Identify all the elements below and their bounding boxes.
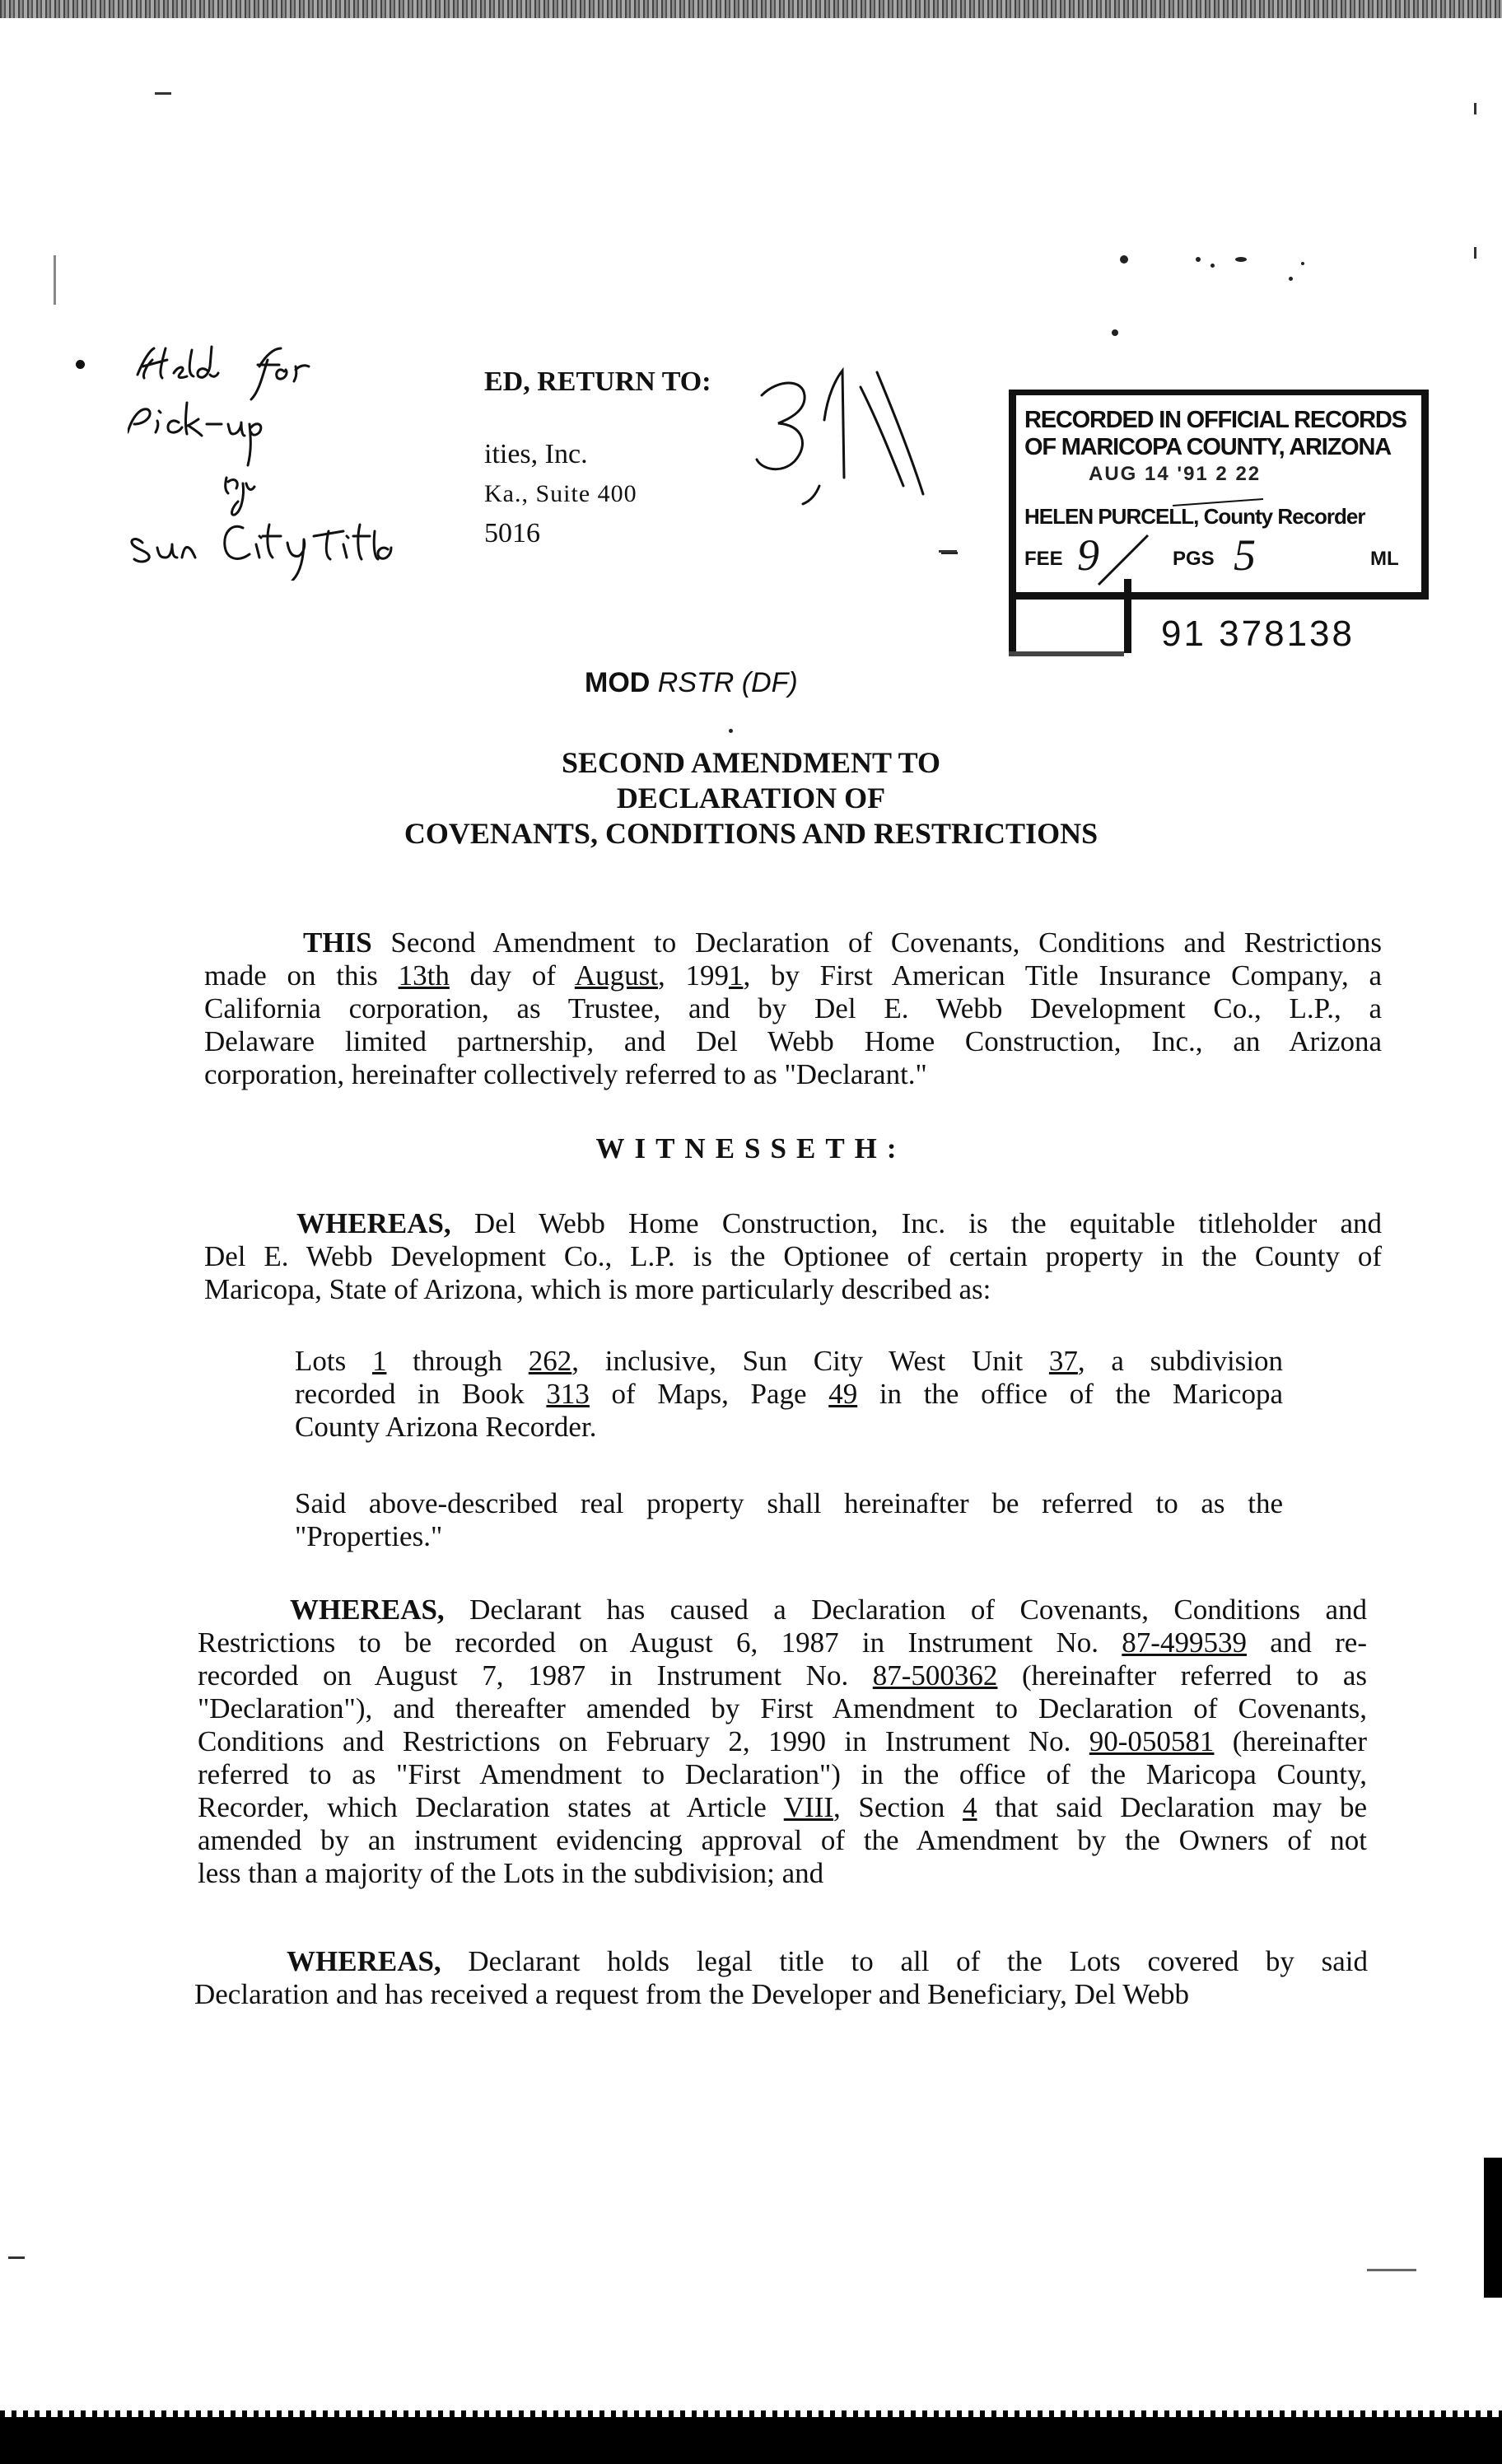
properties-line-1: Said above-described real property shall hereinafter be referred to as the (295, 1487, 1283, 1519)
whereas-lead: WHEREAS, (287, 1945, 441, 1977)
preamble-line-3: California corporation, as Trustee, and by Del E. Webb Development Co., L.P., a (204, 992, 1382, 1024)
whereas-2-text: and re- (1270, 1626, 1367, 1659)
scan-mark (939, 550, 957, 553)
lot-start: 1 (371, 1345, 387, 1377)
return-to-block (484, 362, 711, 553)
handwritten-note (128, 342, 490, 581)
lots-text: , inclusive, Sun City West Unit (571, 1345, 1024, 1377)
scan-mark (1474, 247, 1476, 259)
preamble-line-4: Delaware limited partnership, and Del Webb Home Construction, Inc., an Arizona (204, 1025, 1382, 1057)
whereas-2-line-1: Declarant has caused a Declaration of Covenants, Conditions and (469, 1594, 1367, 1626)
whereas-2-text: Restrictions to be recorded on August 6, 1987 in Instrument No. (198, 1626, 1099, 1659)
document-title (0, 745, 1502, 852)
preamble-text: day of (469, 959, 557, 992)
paragraph-whereas-1 (204, 1207, 1382, 1306)
preamble-day: 13th (398, 959, 450, 992)
lots-text: recorded in Book (295, 1378, 525, 1410)
instrument-2: 87-500362 (872, 1659, 998, 1692)
paragraph-lots (295, 1345, 1283, 1444)
whereas-2-line-8: amended by an instrument evidencing approval of the Amendment by the Owners of not (198, 1824, 1367, 1856)
scan-speck (1112, 329, 1118, 336)
preamble-lead: THIS (303, 926, 372, 959)
return-to-line-3: 5016 (484, 518, 540, 548)
preamble-text: , by First American Title Insurance Company, a (743, 959, 1382, 992)
instrument-number: 91 378138 (1161, 614, 1355, 654)
lots-text: in the office of the Maricopa (879, 1378, 1283, 1410)
paragraph-properties (295, 1487, 1283, 1553)
lots-line-3: County Arizona Recorder. (295, 1411, 597, 1443)
scan-noise-bottom (0, 2417, 1502, 2464)
whereas-1-line-1: Del Webb Home Construction, Inc. is the equitable titleholder and (473, 1207, 1382, 1239)
scan-mark (8, 2256, 25, 2259)
stamp-pgs-value: 5 (1234, 530, 1256, 580)
scan-mark (155, 92, 171, 95)
preamble-year-suffix: 1 (728, 959, 744, 992)
scan-speck (1210, 264, 1215, 268)
stamp-handwriting (1016, 395, 1436, 605)
scan-speck (1120, 255, 1128, 264)
mod-rest: RSTR (DF) (657, 667, 798, 698)
title-line-1: SECOND AMENDMENT TO (561, 746, 941, 779)
article-number: VIII (783, 1791, 834, 1823)
scan-speck (1301, 262, 1304, 265)
witnesseth-heading: WITNESSETH: (595, 1132, 907, 1164)
instrument-1: 87-499539 (1122, 1626, 1247, 1659)
whereas-3-line-2: Declaration and has received a request from the Developer and Beneficiary, Del Webb (194, 1978, 1190, 2010)
lots-text: , a subdivision (1077, 1345, 1284, 1377)
bullet-mark (76, 360, 85, 369)
whereas-3-line-1: Declarant holds legal title to all of the Lots covered by said (468, 1945, 1369, 1977)
stamp-fee-label: FEE (1024, 548, 1063, 570)
stamp-line-2: OF MARICOPA COUNTY, ARIZONA (1024, 434, 1392, 460)
whereas-2-line-9: less than a majority of the Lots in the subdivision; and (198, 1857, 824, 1889)
book-number: 313 (546, 1378, 590, 1410)
whereas-2-text: Recorder, which Declaration states at Article (198, 1791, 767, 1823)
preamble-text: made on this (204, 959, 378, 992)
page-number: 49 (828, 1378, 858, 1410)
stamp-bracket (1009, 579, 1140, 653)
whereas-2-text: recorded on August 7, 1987 in Instrument No. (198, 1659, 849, 1692)
whereas-1-line-2: Del E. Webb Development Co., L.P. is the Optionee of certain property in the County of (204, 1240, 1382, 1272)
whereas-2-text: (hereinafter referred to as (1022, 1659, 1368, 1692)
whereas-2-text: (hereinafter (1232, 1725, 1367, 1757)
handwritten-note-drawing (128, 342, 490, 581)
section-number: 4 (963, 1791, 977, 1823)
paragraph-preamble: THIS Second Amendment to Declaration of Covenants, Conditions and Restrictions made on this 13th day of August, 1991, by First American Title Insurance Company, a California corporation, as Trustee, and by Del E. Webb Development Co., L.P., a Delaware limited partnership, and Del Webb Home Construction, Inc., an Arizona corporation, hereinafter collectively referred to as "Declarant." (204, 926, 1382, 1090)
preamble-year-prefix: 199 (685, 959, 729, 992)
stamp-fee-value: 9 (1077, 530, 1099, 580)
preamble-line-1: Second Amendment to Declaration of Covenants, Conditions and Restrictions (390, 926, 1382, 959)
whereas-2-text: Conditions and Restrictions on February 2, 1990 in Instrument No. (198, 1725, 1071, 1757)
scan-speck (1196, 257, 1201, 262)
scan-speck (1289, 277, 1293, 281)
instrument-3: 90-050581 (1089, 1725, 1215, 1757)
stamp-recorder: HELEN PURCELL, County Recorder (1024, 504, 1365, 529)
handwritten-311 (745, 362, 935, 527)
scan-mark (1367, 2269, 1416, 2271)
scan-edge-mark (1484, 2158, 1502, 2298)
scan-mark (1474, 103, 1476, 114)
whereas-2-line-4: "Declaration"), and thereafter amended by First Amendment to Declaration of Covenants, (198, 1692, 1367, 1724)
whereas-2-text: that said Declaration may be (995, 1791, 1368, 1823)
mod-rstr-line (585, 667, 798, 699)
return-to-heading: ED, RETURN TO: (484, 366, 711, 397)
scan-noise-top (0, 0, 1502, 18)
lots-text: through (413, 1345, 503, 1377)
preamble-line-5: corporation, hereinafter collectively referred to as "Declarant." (204, 1058, 927, 1090)
whereas-lead: WHEREAS, (296, 1207, 451, 1239)
stamp-bracket-foot (1009, 651, 1124, 656)
recording-stamp (1009, 390, 1433, 605)
whereas-1-line-3: Maricopa, State of Arizona, which is more particularly described as: (204, 1273, 991, 1305)
handwritten-311-drawing (745, 362, 935, 527)
title-line-3: COVENANTS, CONDITIONS AND RESTRICTIONS (403, 817, 1099, 850)
lots-text: Lots (295, 1345, 347, 1377)
stamp-pgs-label: PGS (1173, 548, 1215, 570)
scan-speck (729, 729, 733, 733)
paragraph-whereas-3 (194, 1945, 1368, 2011)
return-to-line-2: Ka., Suite 400 (484, 480, 637, 507)
scan-speck (1235, 257, 1247, 262)
preamble-month: August (574, 959, 658, 992)
unit-number: 37 (1048, 1345, 1078, 1377)
lots-text: of Maps, Page (611, 1378, 807, 1410)
stamp-bracket-divider (1124, 579, 1131, 653)
return-to-line-1: ities, Inc. (484, 439, 588, 469)
paragraph-whereas-2 (198, 1594, 1367, 1890)
mod-code: MOD (585, 667, 651, 698)
stamp-line-1: RECORDED IN OFFICIAL RECORDS (1024, 407, 1406, 433)
stamp-date: AUG 14 '91 2 22 (1089, 463, 1262, 485)
properties-line-2: "Properties." (295, 1520, 443, 1552)
stamp-ml-label: ML (1370, 548, 1399, 570)
whereas-lead: WHEREAS, (290, 1594, 445, 1626)
scan-mark (54, 255, 56, 305)
whereas-2-line-6: referred to as "First Amendment to Declaration") in the office of the Maricopa County, (198, 1758, 1367, 1790)
recording-stamp-box (1009, 390, 1429, 600)
whereas-2-text: , Section (833, 1791, 945, 1823)
title-line-2: DECLARATION OF (616, 782, 886, 814)
lot-end: 262 (528, 1345, 572, 1377)
